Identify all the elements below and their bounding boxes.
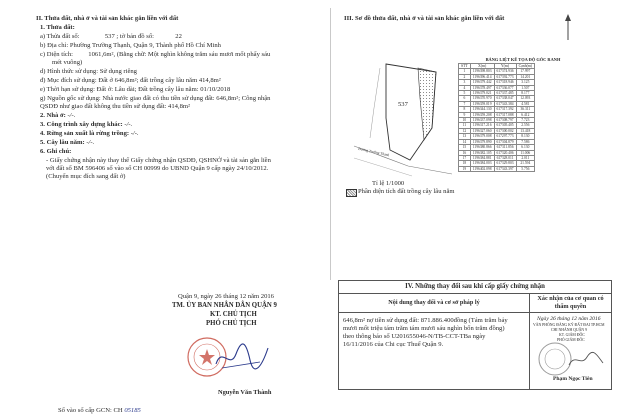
purpose-row: [40, 77, 221, 85]
coord-header-x: X(m): [470, 64, 494, 69]
coord-cell: 617311.856: [494, 145, 516, 150]
parcel-number-row: [40, 33, 182, 41]
coord-cell: 7.723: [516, 118, 535, 123]
coord-cell: 1196378.497: [470, 85, 494, 90]
coord-cell: 1196344.130: [470, 107, 494, 112]
coord-cell: 17.997: [516, 69, 535, 74]
coord-cell: 617343.397: [494, 166, 516, 171]
coord-table-block: [458, 57, 588, 172]
coord-header-stt: STT: [459, 64, 471, 69]
north-arrow-icon: [563, 14, 573, 40]
sign-date: Quận 9, ngày 26 tháng 12 năm 2016: [178, 293, 274, 300]
coord-cell: 617328.011: [494, 155, 516, 160]
change-line-3: theo thông báo số U201655046-N/TB-CCT-TBa ngày: [343, 333, 486, 340]
coord-cell: 1196379.442: [470, 80, 494, 85]
confirm-role: PHÓ GIÁM ĐỐC: [557, 338, 585, 342]
coord-cell: 2: [459, 74, 471, 79]
map-sheet-label: ; tờ bản đồ số:: [116, 33, 154, 40]
page-divider: [330, 8, 331, 280]
sign-org: TM. ỦY BAN NHÂN DÂN QUẬN 9: [172, 302, 277, 309]
parcel-number-label: a) Thửa đất số:: [40, 33, 80, 40]
confirm-org-1: VĂN PHÒNG ĐĂNG KÝ ĐẤT ĐAI TP.HCM: [533, 323, 605, 327]
coord-cell: 617338.047: [494, 96, 516, 101]
parcel-map-label: 537: [398, 101, 408, 108]
term-label: e) Thời hạn sử dụng:: [40, 86, 95, 93]
coord-table-title: BẢNG LIỆT KÊ TỌA ĐỘ GÓC RANH: [485, 57, 561, 62]
scale-label: Tỉ lệ 1/1000: [372, 180, 405, 187]
coord-cell: 1196327.060: [470, 128, 494, 133]
coord-cell: 1196359.208: [470, 112, 494, 117]
coord-cell: 1196384.003: [470, 161, 494, 166]
section-4-title: IV. Những thay đổi sau khi cấp giấy chứng nhận: [339, 281, 611, 294]
coord-cell: 13.418: [516, 128, 535, 133]
coord-cell: 7: [459, 101, 471, 106]
item-2-value: -/-.: [67, 112, 76, 119]
note-line-2: với đất số BM 596406 số vào sổ CH 00999 do UBND Quận 9 cấp ngày 24/10/2012.: [46, 165, 269, 172]
section-3-title: III. Sơ đồ thửa đất, nhà ở và tài sản khác gắn liền với đất: [344, 15, 505, 22]
confirm-signature: [567, 351, 605, 369]
section-4-col2-header: Xác nhận của cơ quan có thẩm quyền: [530, 293, 611, 313]
coord-cell: 6.130: [516, 145, 535, 150]
item-5-value: -/-.: [86, 139, 95, 146]
coord-cell: 17: [459, 155, 471, 160]
coord-cell: 617300.002: [494, 128, 516, 133]
origin-value-cont: QSDĐ như giao đất không thu tiền sử dụng đất: 414,8m²: [40, 103, 190, 110]
coord-cell: 617320.406: [494, 150, 516, 155]
serial-row: [58, 407, 141, 415]
coord-table: [458, 63, 535, 172]
item-2-label: 2. Nhà ở:: [40, 112, 66, 119]
item-5-row: [40, 139, 94, 147]
serial-value: 05185: [124, 407, 141, 414]
coord-cell: 1196337.098: [470, 118, 494, 123]
coord-cell: 1: [459, 69, 471, 74]
item-3-value: -/-.: [124, 121, 133, 128]
coord-cell: 617343.384: [494, 101, 516, 106]
coord-cell: 617305.405: [494, 123, 516, 128]
coord-cell: 617297.773: [494, 134, 516, 139]
coord-cell: 617374.936: [494, 69, 516, 74]
purpose-label: đ) Mục đích sử dụng:: [40, 77, 97, 84]
item-4-value: -/-.: [130, 130, 139, 137]
item-4-row: [40, 130, 139, 138]
coord-cell: 8.130: [516, 134, 535, 139]
coord-cell: 14.201: [516, 74, 535, 79]
area-in-words-cont: mét vuông): [52, 59, 83, 66]
coord-cell: 18: [459, 161, 471, 166]
sign-name: Nguyễn Văn Thành: [218, 389, 272, 396]
map-sheet-number: 22: [175, 33, 182, 40]
parcel-number: 537: [104, 33, 115, 40]
coord-cell: 11.006: [516, 150, 535, 155]
area-value: 1061,6m²,: [88, 51, 116, 58]
legend-label: Phần diện tích đất trồng cây lâu năm: [358, 188, 455, 195]
term-value: Đất ở: Lâu dài; Đất trồng cây lâu năm: 01/10/2018: [96, 86, 231, 93]
coord-cell: 1196359.019: [470, 101, 494, 106]
coord-cell: 8: [459, 107, 471, 112]
coord-cell: 4: [459, 85, 471, 90]
coord-cell: 1196396.414: [470, 74, 494, 79]
coord-cell: 1196398.803: [470, 69, 494, 74]
change-line-2: mươi mốt triệu tám trăm tám mươi sáu nghìn bốn trăm đồng): [343, 325, 505, 332]
section-4-col1-header: Nội dung thay đổi và cơ sở pháp lý: [339, 293, 529, 313]
coord-cell: 21.594: [516, 161, 535, 166]
address-label: b) Địa chỉ:: [40, 42, 69, 49]
area-in-words: (Bằng chữ: Một nghìn không trăm sáu mươi mốt phẩy sáu: [116, 51, 271, 58]
section-4-box: [338, 280, 612, 390]
address-row: [40, 42, 221, 50]
coord-cell: 617317.088: [494, 112, 516, 117]
coord-row: [459, 166, 535, 171]
coord-cell: 6: [459, 96, 471, 101]
coord-cell: 1196317.216: [470, 123, 494, 128]
coord-cell: 6.412: [516, 112, 535, 117]
item-1-label: 1. Thửa đất:: [40, 24, 75, 31]
item-3-label: 3. Công trình xây dựng khác:: [40, 121, 123, 128]
coord-cell: 1.507: [516, 85, 535, 90]
item-2-row: [40, 112, 75, 120]
coord-cell: 5.756: [516, 166, 535, 171]
coord-cell: 12: [459, 128, 471, 133]
coord-cell: 1196380.866: [470, 145, 494, 150]
legend-swatch: [346, 189, 357, 197]
note-line-1: - Giấy chứng nhận này thay thế Giấy chứng nhận QSDĐ, QSHNỞ và tài sản gắn liền: [46, 157, 271, 164]
section-2-title: II. Thửa đất, nhà ở và tài sản khác gắn liền với đất: [36, 15, 179, 22]
coord-cell: 9: [459, 112, 471, 117]
coord-header-edge: Cạnh(m): [516, 64, 535, 69]
coord-cell: 1196379.890: [470, 139, 494, 144]
item-3-row: [40, 121, 132, 129]
sign-kt: KT. CHỦ TỊCH: [210, 311, 257, 318]
sign-role: PHÓ CHỦ TỊCH: [206, 320, 257, 327]
term-row: [40, 86, 230, 94]
coord-cell: 36.311: [516, 107, 535, 112]
coord-cell: 2.011: [516, 155, 535, 160]
signature-scribble: [212, 340, 272, 374]
coord-cell: 617337.485: [494, 91, 516, 96]
origin-value: Nhà nước giao đất có thu tiền sử dụng đất: 646,8m²; Công nhận: [102, 95, 271, 102]
coord-cell: 1196384.881: [470, 155, 494, 160]
coord-cell: 1196379.021: [470, 91, 494, 96]
use-form: d) Hình thức sử dụng: Sử dụng riêng: [40, 68, 137, 75]
serial-label: Số vào sổ cấp GCN: CH: [58, 407, 123, 414]
coord-cell: 2.556: [516, 123, 535, 128]
area-label: c) Diện tích:: [40, 51, 73, 58]
coord-cell: 5: [459, 91, 471, 96]
parcel-map: [350, 58, 455, 178]
coord-cell: 10: [459, 118, 471, 123]
coord-cell: 617304.879: [494, 139, 516, 144]
item-6-label: 6. Ghi chú:: [40, 148, 72, 155]
coord-cell: 4.581: [516, 101, 535, 106]
item-5-label: 5. Cây lâu năm:: [40, 139, 85, 146]
coord-cell: 617317.392: [494, 107, 516, 112]
item-4-label: 4. Rừng sản xuất là rừng trồng:: [40, 130, 130, 137]
coord-cell: 1196402.098: [470, 166, 494, 171]
coord-cell: 13: [459, 134, 471, 139]
purpose-value: Đất ở 646,8m²; đất trồng cây lâu năm 414,8m²: [98, 77, 221, 84]
coord-cell: 8.177: [516, 91, 535, 96]
coord-cell: 1196370.970: [470, 96, 494, 101]
coord-cell: 617336.077: [494, 85, 516, 90]
coord-cell: 3: [459, 80, 471, 85]
change-line-1: 646,8m² nợ tiền sử dụng đất: 871.886.400đồng (Tám trăm bảy: [343, 317, 508, 324]
coord-cell: 1196382.105: [470, 150, 494, 155]
road-label: Đường Trường Thạnh: [357, 146, 390, 158]
coord-header-y: Y(m): [494, 64, 516, 69]
coord-table-body: [459, 69, 535, 172]
confirm-date: Ngày 26 tháng 12 năm 2016: [537, 316, 601, 322]
confirm-name: Phạm Ngọc Tiên: [553, 376, 593, 382]
coord-cell: 1196379.008: [470, 134, 494, 139]
coord-cell: 16: [459, 150, 471, 155]
coord-cell: 617318.946: [494, 80, 516, 85]
coord-cell: 15: [459, 145, 471, 150]
coord-cell: 617308.797: [494, 118, 516, 123]
coord-cell: 11: [459, 123, 471, 128]
coord-cell: 617392.773: [494, 74, 516, 79]
change-line-4: 16/11/2016 của Chi cục Thuế Quận 9.: [343, 341, 444, 348]
address-value: Phường Trường Thạnh, Quận 9, Thành phố Hồ Chí Minh: [69, 42, 221, 49]
origin-label: g) Nguồn gốc sử dụng:: [40, 95, 101, 102]
coord-cell: 12.093: [516, 96, 535, 101]
confirm-org-2: CHI NHÁNH QUẬN 9: [551, 328, 587, 332]
note-line-3: (Chuyển mục đích sang đất ở): [46, 173, 126, 180]
coord-cell: 19: [459, 166, 471, 171]
coord-cell: 3.125: [516, 80, 535, 85]
coord-cell: 14: [459, 139, 471, 144]
confirm-org-3: KT. GIÁM ĐỐC: [559, 333, 585, 337]
coord-cell: 617329.803: [494, 161, 516, 166]
coord-cell: 7.586: [516, 139, 535, 144]
